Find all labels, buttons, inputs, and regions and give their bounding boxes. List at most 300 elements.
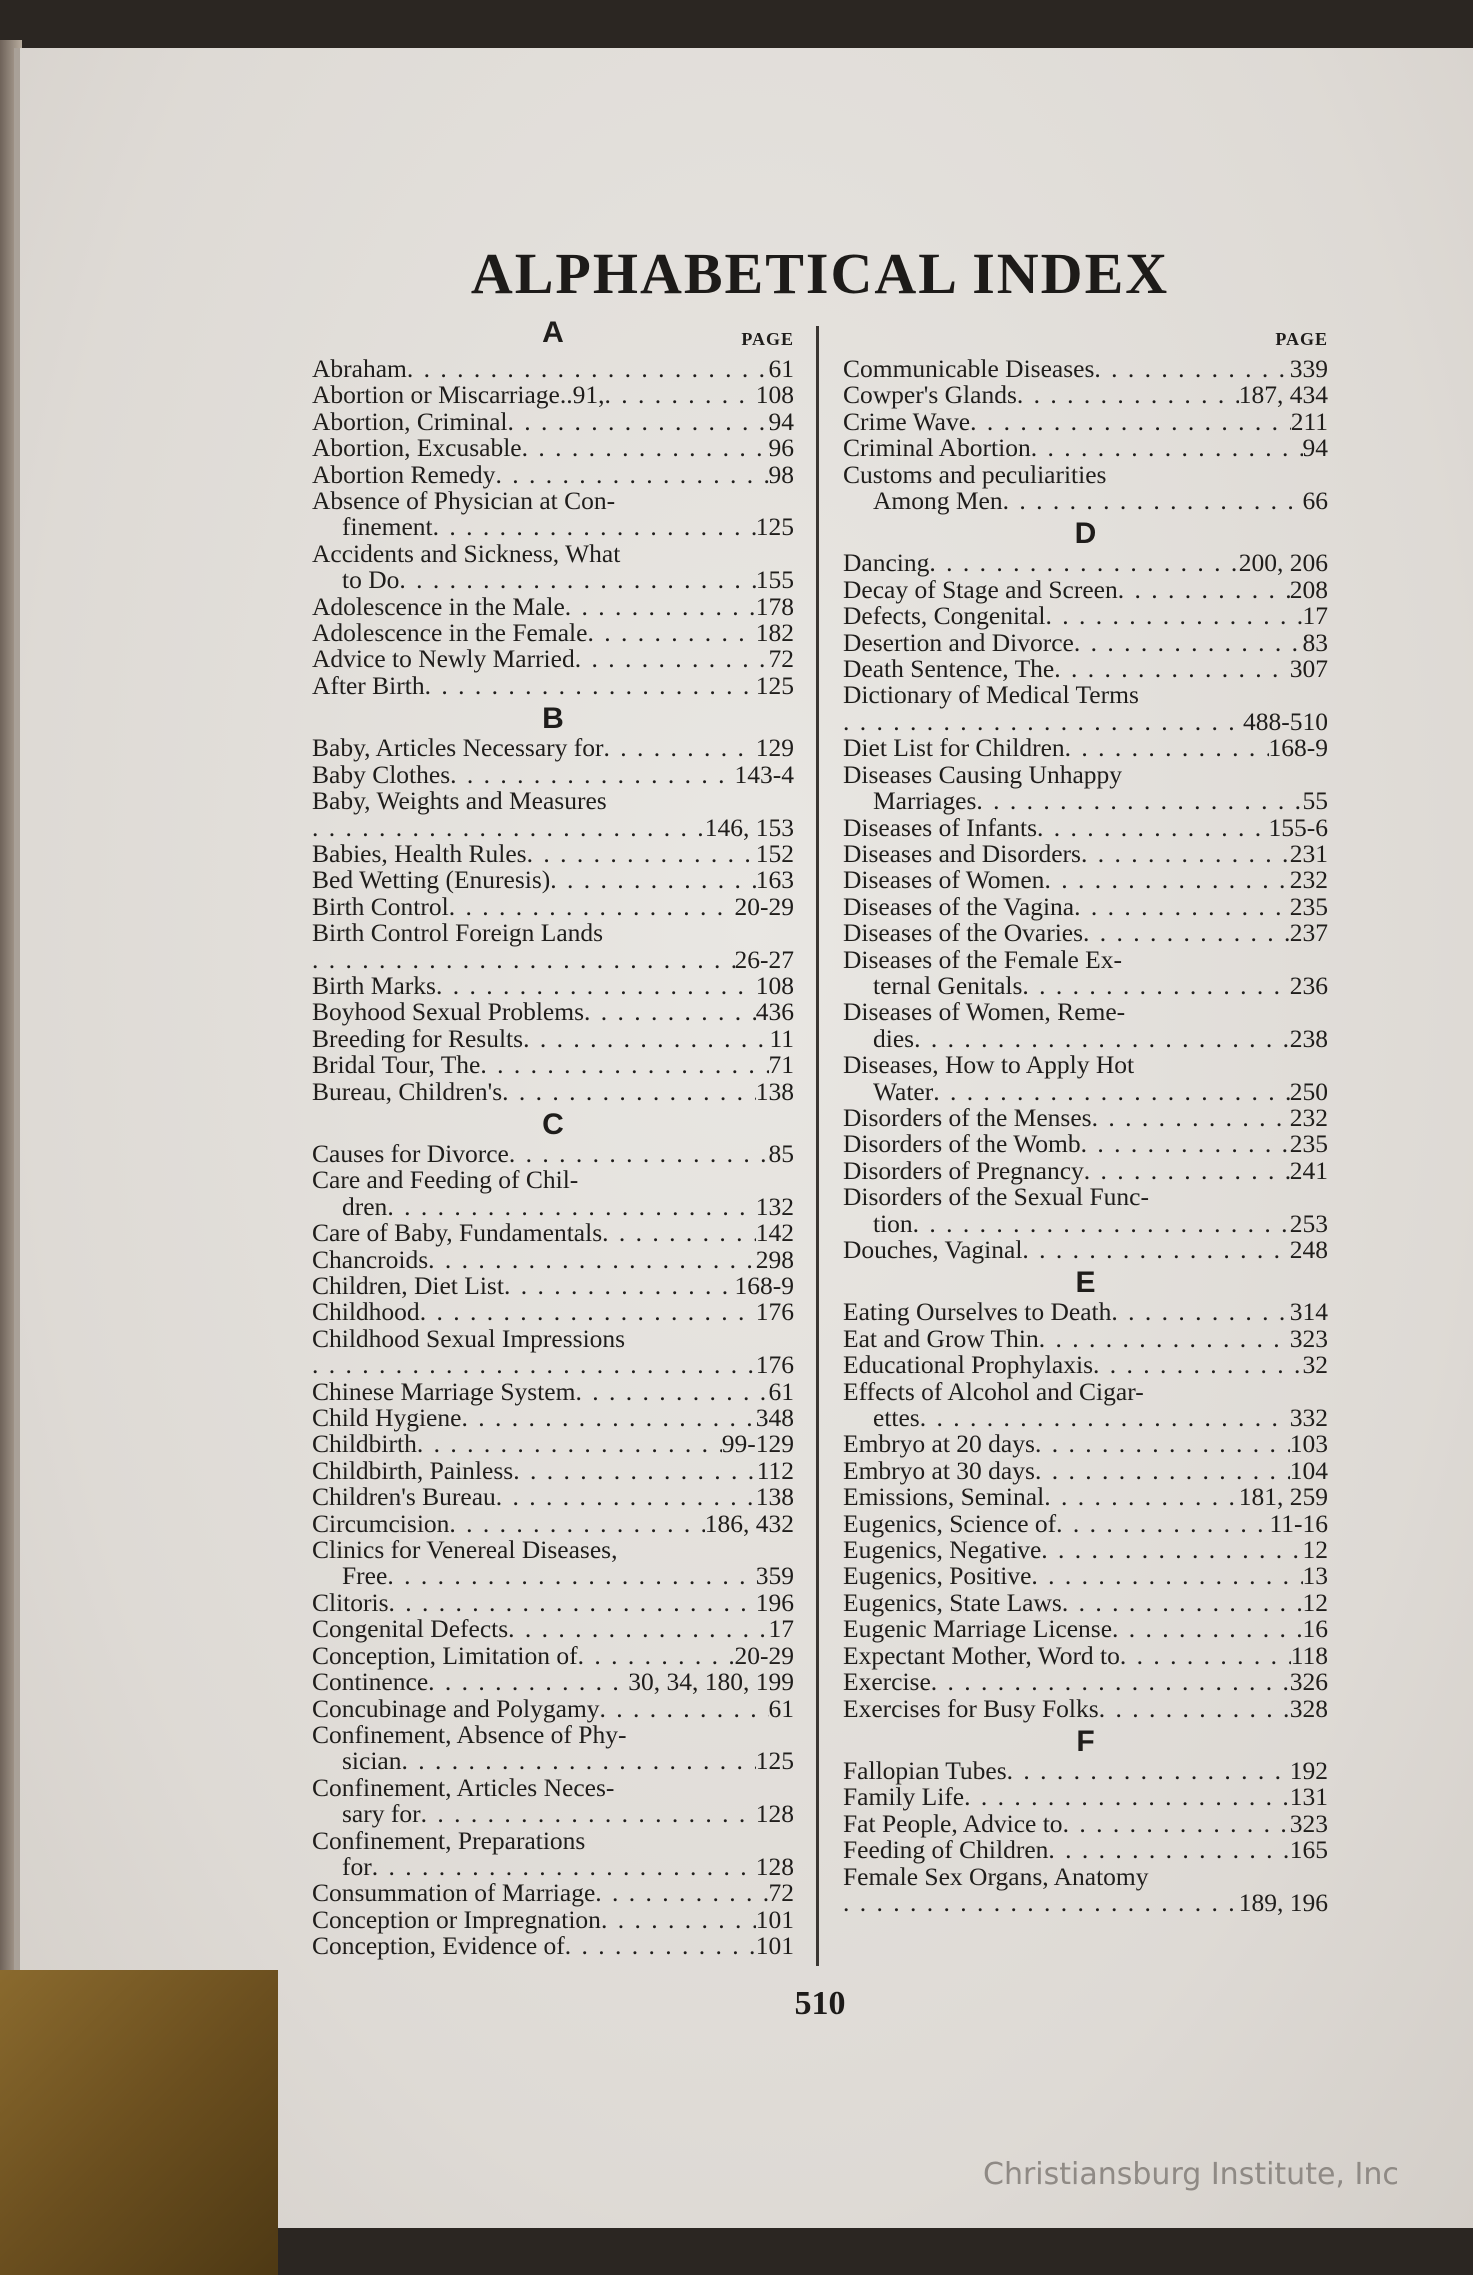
page-column-label: PAGE xyxy=(741,329,794,349)
index-entry-multiline xyxy=(312,1719,794,1776)
dot-leader xyxy=(1081,1131,1290,1157)
entry-term: Emissions, Seminal xyxy=(843,1482,1045,1512)
dot-leader xyxy=(312,1352,756,1378)
entry-page: 238 xyxy=(1289,1023,1328,1053)
entry-page: 196 xyxy=(755,1587,794,1617)
entry-term: Diseases of Women, Reme- xyxy=(843,997,1126,1027)
dot-leader xyxy=(929,550,1238,576)
entry-page: 163 xyxy=(755,865,794,895)
entry-page: 298 xyxy=(755,1244,794,1274)
entry-term: Advice to Newly Married xyxy=(312,644,575,674)
index-entry xyxy=(312,435,794,461)
dot-leader xyxy=(1046,603,1303,629)
index-entry xyxy=(312,1563,794,1589)
entry-term: Bed Wetting (Enuresis) xyxy=(312,865,551,895)
entry-term: Chancroids xyxy=(312,1244,429,1274)
index-entry xyxy=(843,1755,1328,1785)
entry-term: Conception, Limitation of xyxy=(312,1640,578,1670)
dot-leader xyxy=(1063,1811,1290,1837)
entry-term: Eat and Grow Thin xyxy=(843,1323,1039,1353)
entry-term: Boyhood Sexual Problems xyxy=(312,997,584,1027)
dot-leader xyxy=(1092,1105,1290,1131)
index-entry xyxy=(843,1299,1328,1325)
entry-page: 332 xyxy=(1289,1403,1328,1433)
dot-leader xyxy=(1120,1643,1291,1669)
index-entry xyxy=(843,1155,1328,1185)
entry-term: Childhood xyxy=(312,1297,420,1327)
entry-page: 20-29 xyxy=(734,891,794,921)
entry-page: 125 xyxy=(755,670,794,700)
dot-leader xyxy=(449,894,735,920)
entry-page: 232 xyxy=(1289,1102,1328,1132)
index-entry xyxy=(843,1640,1328,1670)
entry-page: 165 xyxy=(1289,1835,1328,1865)
dot-leader xyxy=(433,514,756,540)
entry-page: 94 xyxy=(768,406,794,436)
entry-term: Free xyxy=(342,1561,388,1591)
index-entry xyxy=(843,1102,1328,1132)
index-entry xyxy=(312,1904,794,1934)
entry-page: 168-9 xyxy=(734,1271,794,1300)
entry-page: 129 xyxy=(755,733,794,763)
dot-leader xyxy=(389,1590,756,1616)
dot-leader xyxy=(421,1801,756,1827)
index-entry xyxy=(312,735,794,761)
index-entry xyxy=(843,1616,1328,1642)
entry-page: 208 xyxy=(1289,574,1328,604)
dot-leader xyxy=(372,1854,756,1880)
entry-term: Eugenics, Positive xyxy=(843,1561,1032,1591)
entry-term: Fat People, Advice to xyxy=(843,1808,1063,1838)
dot-leader xyxy=(1083,920,1290,946)
index-column-left xyxy=(312,316,794,1961)
entry-page: 55 xyxy=(1302,786,1328,816)
dot-leader xyxy=(387,1194,755,1220)
entry-term: Conception, Evidence of xyxy=(312,1931,565,1961)
entry-page: 235 xyxy=(1289,1129,1328,1159)
section-header-a xyxy=(312,316,794,356)
entry-term: Diseases and Disorders xyxy=(843,838,1081,868)
dot-leader xyxy=(1062,1590,1303,1616)
entry-term: Douches, Vaginal xyxy=(843,1235,1023,1264)
entry-term: After Birth xyxy=(312,670,425,700)
dot-leader xyxy=(1094,356,1289,382)
index-entry xyxy=(312,1023,794,1053)
entry-term: Embryo at 30 days xyxy=(843,1455,1035,1485)
index-entry-multiline xyxy=(843,944,1328,1000)
dot-leader xyxy=(312,947,735,973)
index-entry xyxy=(843,1669,1328,1695)
index-entry xyxy=(312,838,794,868)
dot-leader xyxy=(1041,1537,1302,1563)
entry-term: Abraham xyxy=(312,354,407,383)
entry-page: 307 xyxy=(1289,654,1328,684)
dot-leader xyxy=(1056,1511,1269,1537)
entry-term: sician xyxy=(342,1746,402,1776)
entry-page: 71 xyxy=(768,1050,794,1080)
index-entry xyxy=(312,620,794,646)
index-entry-multiline xyxy=(312,1772,794,1829)
dot-leader xyxy=(428,1669,628,1695)
entry-page: 189, 196 xyxy=(1238,1887,1328,1917)
index-entry xyxy=(312,567,794,593)
section-letter: A xyxy=(542,316,564,349)
entry-term: to Do xyxy=(342,565,400,595)
index-entry xyxy=(312,1352,794,1378)
index-entry-multiline xyxy=(312,488,794,541)
entry-page: 326 xyxy=(1289,1667,1328,1697)
entry-page: 488-510 xyxy=(1243,706,1328,736)
index-entry xyxy=(843,1431,1328,1457)
entry-term: ettes xyxy=(873,1403,920,1433)
entry-term: Children's Bureau xyxy=(312,1482,496,1512)
index-entry xyxy=(312,1244,794,1274)
page-title: ALPHABETICAL INDEX xyxy=(470,241,1170,306)
dot-leader xyxy=(575,646,769,672)
index-entry xyxy=(843,1023,1328,1053)
dot-leader xyxy=(1007,1758,1290,1784)
entry-term: tion xyxy=(873,1208,913,1238)
dot-leader xyxy=(399,567,755,593)
entry-term: Child Hygiene xyxy=(312,1403,462,1433)
dot-leader xyxy=(1099,1696,1290,1722)
entry-term: Circumcision xyxy=(312,1508,450,1538)
entry-term: Abortion, Excusable xyxy=(312,433,522,463)
index-entry-multiline xyxy=(312,538,794,595)
section-letter-f: F xyxy=(1076,1724,1095,1758)
dot-leader xyxy=(523,1026,769,1052)
entry-page: 98 xyxy=(768,459,794,489)
entry-page: 72 xyxy=(768,644,794,674)
entry-term: Care of Baby, Fundamentals xyxy=(312,1218,603,1248)
entry-term: Adolescence in the Male xyxy=(312,591,565,621)
index-entry xyxy=(312,1138,794,1168)
book-cover xyxy=(0,1970,278,2275)
entry-term: Exercises for Busy Folks xyxy=(843,1693,1099,1723)
entry-term: Diseases of the Vagina xyxy=(843,891,1075,921)
entry-term: Embryo at 20 days xyxy=(843,1429,1035,1459)
dot-leader xyxy=(565,594,756,620)
index-entry xyxy=(312,944,794,974)
entry-term: Customs and peculiarities xyxy=(843,459,1107,489)
entry-term: Death Sentence, The xyxy=(843,654,1055,684)
entry-page: 178 xyxy=(755,591,794,621)
entry-term: Dancing xyxy=(843,548,930,578)
entry-term: Disorders of the Womb xyxy=(843,1129,1081,1159)
entry-term: Babies, Health Rules xyxy=(312,838,527,868)
entry-page: 248 xyxy=(1289,1235,1328,1264)
dot-leader xyxy=(1065,735,1269,761)
index-entry xyxy=(312,867,794,893)
entry-page: 17 xyxy=(1302,601,1328,631)
entry-page: 16 xyxy=(1302,1614,1328,1644)
entry-term: Bridal Tour, The xyxy=(312,1050,481,1080)
index-entry xyxy=(312,1748,794,1774)
entry-page: 20-29 xyxy=(734,1640,794,1670)
entry-page: 99-129 xyxy=(721,1429,794,1459)
index-entry xyxy=(843,435,1328,461)
entry-page: 118 xyxy=(1290,1640,1328,1670)
entry-page: 231 xyxy=(1289,838,1328,868)
index-column-right xyxy=(843,320,1328,1916)
entry-page: 94 xyxy=(1302,433,1328,463)
index-entry xyxy=(312,1508,794,1538)
entry-page: 241 xyxy=(1289,1155,1328,1185)
entry-term: ternal Genitals xyxy=(873,970,1023,1000)
index-entry xyxy=(312,1076,794,1106)
dot-leader xyxy=(1112,1616,1302,1642)
dot-leader xyxy=(1081,841,1290,867)
index-entry xyxy=(843,812,1328,842)
entry-term: Fallopian Tubes xyxy=(843,1755,1007,1785)
entry-page: 96 xyxy=(768,433,794,463)
dot-leader xyxy=(1031,435,1303,461)
dot-leader xyxy=(507,409,768,435)
entry-page: 85 xyxy=(768,1138,794,1168)
index-entry xyxy=(843,1508,1328,1538)
dot-leader xyxy=(964,1784,1290,1810)
section-header-right xyxy=(843,320,1328,356)
entry-term: Feeding of Children xyxy=(843,1835,1049,1865)
entry-page: 30, 34, 180, 199 xyxy=(628,1667,794,1697)
entry-term: Female Sex Organs, Anatomy xyxy=(843,1861,1149,1891)
index-entry xyxy=(312,1220,794,1246)
index-entry-multiline xyxy=(312,1825,794,1881)
entry-term: Diseases of Infants xyxy=(843,812,1038,842)
entry-term: Continence xyxy=(312,1667,429,1697)
dot-leader xyxy=(1017,382,1239,408)
dot-leader xyxy=(931,1669,1290,1695)
index-entry xyxy=(312,1191,794,1221)
entry-page: 237 xyxy=(1289,918,1328,948)
entry-page: 359 xyxy=(755,1561,794,1591)
dot-leader xyxy=(1054,656,1290,682)
index-entry xyxy=(843,1208,1328,1238)
entry-page: 155-6 xyxy=(1268,812,1328,842)
dot-leader xyxy=(587,620,755,646)
entry-page: 235 xyxy=(1289,891,1328,921)
index-entry xyxy=(312,406,794,436)
index-entry xyxy=(843,706,1328,736)
entry-page: 176 xyxy=(755,1350,794,1380)
dot-leader xyxy=(976,788,1302,814)
index-entry xyxy=(312,646,794,672)
section-letter-c: C xyxy=(542,1107,564,1141)
index-entry xyxy=(312,1376,794,1406)
index-entry xyxy=(312,1616,794,1642)
entry-term: Diseases of Women xyxy=(843,865,1045,895)
entry-term: Childbirth, Painless xyxy=(312,1455,514,1485)
index-entry xyxy=(312,891,794,921)
entry-term: Chinese Marriage System xyxy=(312,1376,576,1406)
dot-leader xyxy=(843,709,1243,735)
entry-term: Water xyxy=(873,1076,934,1106)
dot-leader xyxy=(550,867,755,893)
entry-page: 12 xyxy=(1302,1535,1328,1565)
entry-term: Diseases, How to Apply Hot xyxy=(843,1050,1135,1080)
watermark: Christiansburg Institute, Inc xyxy=(983,2157,1399,2192)
entry-page: 348 xyxy=(755,1403,794,1433)
index-entry xyxy=(312,1587,794,1617)
dot-leader xyxy=(1022,1237,1289,1263)
entry-term: Clitoris xyxy=(312,1587,389,1617)
entry-term: Eugenic Marriage License xyxy=(843,1614,1113,1644)
dot-leader xyxy=(436,973,756,999)
entry-term: Baby, Weights and Measures xyxy=(312,786,607,816)
entry-page: 101 xyxy=(755,1931,794,1961)
dot-leader xyxy=(502,1079,756,1105)
entry-page: 112 xyxy=(756,1455,794,1485)
section-letter-b: B xyxy=(542,702,564,736)
index-entry xyxy=(312,1299,794,1325)
dot-leader xyxy=(417,1431,722,1457)
index-entry xyxy=(843,1537,1328,1563)
dot-leader xyxy=(602,1220,756,1246)
index-entry xyxy=(312,670,794,700)
index-entry xyxy=(312,999,794,1025)
entry-term: Disorders of Pregnancy xyxy=(843,1155,1084,1185)
index-entry xyxy=(843,1131,1328,1157)
dot-leader xyxy=(504,1273,735,1299)
dot-leader xyxy=(578,1643,735,1669)
index-entry xyxy=(843,1784,1328,1810)
entry-term: Eugenics, Negative xyxy=(843,1535,1042,1565)
entry-page: 211 xyxy=(1290,406,1328,436)
index-entry-multiline xyxy=(843,1376,1328,1433)
dot-leader xyxy=(1048,1837,1289,1863)
index-entry xyxy=(312,1455,794,1485)
entry-page: 186, 432 xyxy=(704,1508,794,1538)
index-entry xyxy=(843,1887,1328,1917)
entry-term: finement xyxy=(342,512,433,542)
entry-page: 250 xyxy=(1289,1076,1328,1106)
dot-leader xyxy=(933,1079,1290,1105)
entry-term: Clinics for Venereal Diseases, xyxy=(312,1535,618,1565)
dot-leader xyxy=(495,462,768,488)
index-entry-multiline xyxy=(312,1323,794,1380)
index-entry xyxy=(843,788,1328,814)
entry-term: for xyxy=(342,1851,372,1881)
entry-page: 131 xyxy=(1289,1782,1328,1812)
entry-term: Congenital Defects xyxy=(312,1614,509,1644)
index-entry xyxy=(843,1455,1328,1485)
entry-page: 314 xyxy=(1289,1297,1328,1327)
index-entry xyxy=(312,1640,794,1670)
dot-leader xyxy=(1031,1563,1302,1589)
index-entry xyxy=(312,514,794,540)
entry-term: Childhood Sexual Impressions xyxy=(312,1323,626,1353)
dot-leader xyxy=(1118,577,1290,603)
index-entry xyxy=(843,550,1328,576)
entry-term: Family Life xyxy=(843,1782,965,1812)
entry-term: Diet List for Children xyxy=(843,733,1065,763)
entry-term: Consummation of Marriage xyxy=(312,1878,596,1908)
dot-leader xyxy=(565,1933,756,1959)
entry-term: Desertion and Divorce xyxy=(843,627,1074,657)
entry-page: 66 xyxy=(1302,486,1328,516)
entry-term: Conception or Impregnation xyxy=(312,1904,601,1934)
entry-term: Eating Ourselves to Death xyxy=(843,1297,1112,1327)
dot-leader xyxy=(604,735,756,761)
entry-term: Birth Control xyxy=(312,891,449,921)
index-entry xyxy=(843,970,1328,1000)
entry-page: 192 xyxy=(1289,1755,1328,1785)
entry-page: 182 xyxy=(755,618,794,648)
dot-leader xyxy=(312,815,705,841)
index-entry xyxy=(843,1237,1328,1263)
entry-term: Breeding for Results xyxy=(312,1023,524,1053)
entry-term: Exercise xyxy=(843,1667,931,1697)
index-entry xyxy=(843,574,1328,604)
entry-page: 61 xyxy=(768,354,794,383)
entry-term: Absence of Physician at Con- xyxy=(312,486,616,516)
entry-page: 146, 153 xyxy=(704,812,794,842)
entry-page: 168-9 xyxy=(1268,733,1328,763)
entry-page: 323 xyxy=(1289,1808,1328,1838)
index-entry xyxy=(312,1693,794,1723)
index-entry xyxy=(312,759,794,789)
dot-leader xyxy=(387,1563,755,1589)
page-number: 510 xyxy=(794,1985,846,2022)
dot-leader xyxy=(508,1616,768,1642)
dot-leader xyxy=(428,1247,756,1273)
index-entry xyxy=(312,1484,794,1510)
entry-page: 26-27 xyxy=(734,944,794,974)
entry-term: Disorders of the Sexual Func- xyxy=(843,1182,1149,1212)
index-entry xyxy=(843,1405,1328,1431)
dot-leader xyxy=(575,1379,768,1405)
dot-leader xyxy=(1111,1299,1289,1325)
entry-term: Expectant Mother, Word to xyxy=(843,1640,1120,1670)
dot-leader xyxy=(1003,488,1303,514)
dot-leader xyxy=(595,1880,768,1906)
entry-term: Diseases of the Female Ex- xyxy=(843,944,1122,974)
entry-page: 13 xyxy=(1302,1561,1328,1591)
entry-term: Among Men xyxy=(873,486,1003,516)
entry-page: 17 xyxy=(768,1614,794,1644)
entry-page: 155 xyxy=(755,565,794,595)
entry-page: 232 xyxy=(1289,865,1328,895)
index-entry-multiline xyxy=(312,788,794,841)
index-entry-multiline xyxy=(312,1537,794,1590)
entry-term: Baby, Articles Necessary for xyxy=(312,733,604,763)
dot-leader xyxy=(600,1696,769,1722)
entry-page: 12 xyxy=(1302,1587,1328,1617)
entry-page: 236 xyxy=(1289,970,1328,1000)
index-entry xyxy=(312,1405,794,1431)
index-entry xyxy=(312,812,794,842)
column-divider xyxy=(816,326,819,1966)
index-entry xyxy=(843,1076,1328,1106)
entry-page: 143-4 xyxy=(734,759,794,789)
entry-page: 103 xyxy=(1289,1429,1328,1459)
entry-page: 152 xyxy=(755,838,794,868)
page-column-label: PAGE xyxy=(1275,329,1328,349)
entry-term: Abortion Remedy xyxy=(312,459,496,489)
entry-term: Bureau, Children's xyxy=(312,1076,503,1106)
index-entry-multiline xyxy=(843,1861,1328,1917)
entry-term: Accidents and Sickness, What xyxy=(312,538,621,568)
entry-term: Children, Diet List xyxy=(312,1271,504,1300)
entry-page: 436 xyxy=(755,997,794,1027)
entry-page: 32 xyxy=(1302,1350,1328,1380)
entry-page: 323 xyxy=(1289,1323,1328,1353)
dot-leader xyxy=(1044,1484,1239,1510)
dot-leader xyxy=(1035,1431,1290,1457)
index-entry xyxy=(843,1808,1328,1838)
index-entry xyxy=(312,1273,794,1299)
entry-page: 104 xyxy=(1289,1455,1328,1485)
